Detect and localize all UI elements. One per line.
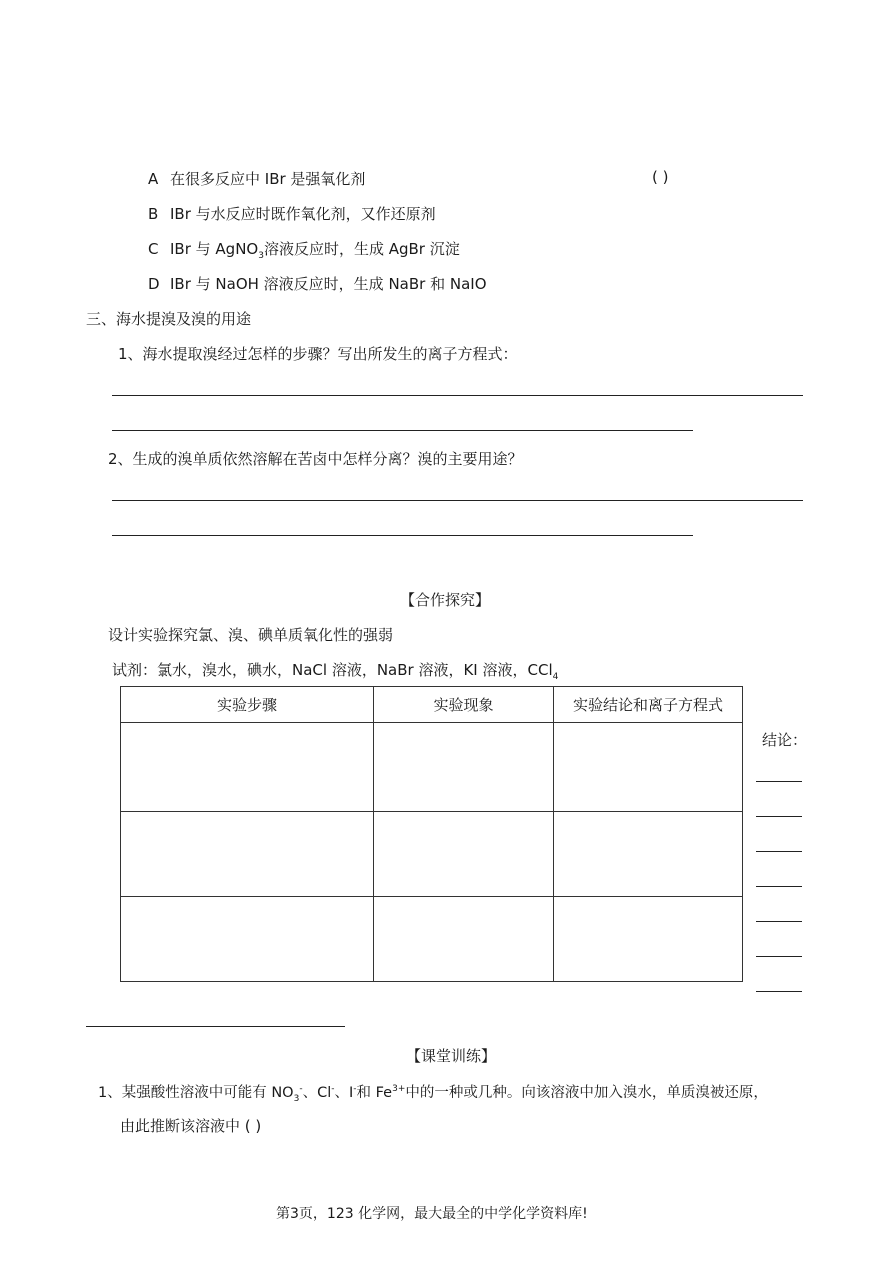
option-text-tail: 溶液反应时，生成 AgBr 沉淀 — [263, 240, 460, 258]
experiment-table — [120, 686, 743, 982]
section-heading: 三、海水提溴及溴的用途 — [86, 310, 252, 328]
table-cell[interactable] — [121, 723, 374, 812]
question-2: 2、生成的溴单质依然溶解在苦卤中怎样分离？溴的主要用途？ — [108, 450, 523, 468]
table-cell[interactable] — [554, 897, 743, 982]
option-letter: B — [148, 205, 159, 223]
conclusion-line — [756, 886, 802, 887]
q1-text: 、Cl — [302, 1085, 332, 1101]
table-cell[interactable] — [121, 812, 374, 897]
task-text: 设计实验探究氯、溴、碘单质氧化性的强弱 — [108, 626, 394, 644]
q1-text: 和 Fe — [356, 1085, 393, 1101]
table-cell[interactable] — [554, 723, 743, 812]
conclusion-line — [756, 851, 802, 852]
conclusion-line — [756, 991, 802, 992]
table-row — [121, 897, 743, 982]
answer-line — [112, 500, 803, 501]
header-phenomena: 实验现象 — [374, 687, 554, 723]
answer-bracket: ( ) — [652, 168, 669, 186]
option-letter: D — [148, 275, 160, 293]
superscript: - — [353, 1084, 357, 1095]
page-footer: 第3页，123 化学网，最大最全的中学化学资料库! — [276, 1206, 588, 1222]
subscript: 3 — [293, 1093, 300, 1104]
answer-line — [112, 430, 693, 431]
reagents-list: 试剂：氯水，溴水，碘水，NaCl 溶液，NaBr 溶液，KI 溶液，CCl — [112, 661, 553, 679]
table-cell[interactable] — [121, 897, 374, 982]
conclusion-line — [756, 781, 802, 782]
table-cell[interactable] — [374, 897, 554, 982]
reagents-text — [112, 659, 558, 682]
option-text: 在很多反应中 IBr 是强氧化剂 — [170, 170, 366, 188]
q1-text: 1、某强酸性溶液中可能有 NO — [98, 1085, 294, 1101]
table-row — [121, 812, 743, 897]
cooperative-heading: 【合作探究】 — [400, 591, 491, 609]
header-conclusion: 实验结论和离子方程式 — [554, 687, 743, 723]
table-cell[interactable] — [554, 812, 743, 897]
option-d — [148, 273, 487, 294]
header-steps: 实验步骤 — [121, 687, 374, 723]
option-text: IBr 与 AgNO — [170, 240, 259, 258]
conclusion-label: 结论： — [762, 731, 808, 749]
answer-line — [112, 395, 803, 396]
conclusion-line — [756, 921, 802, 922]
q1-text: 中的一种或几种。向该溶液中加入溴水，单质溴被还原， — [405, 1085, 768, 1101]
option-letter: C — [148, 240, 159, 258]
superscript: - — [299, 1084, 303, 1095]
answer-line — [112, 535, 693, 536]
superscript: 3+ — [392, 1084, 406, 1095]
separator-line — [86, 1026, 345, 1027]
option-letter: A — [148, 170, 159, 188]
question-1: 1、海水提取溴经过怎样的步骤？写出所发生的离子方程式： — [118, 345, 518, 363]
table-cell[interactable] — [374, 812, 554, 897]
training-question-1-line2: 由此推断该溶液中 ( ) — [120, 1117, 262, 1135]
training-question-1 — [98, 1081, 768, 1104]
subscript: 3 — [258, 251, 264, 261]
subscript: 4 — [552, 672, 559, 682]
conclusion-line — [756, 816, 802, 817]
q1-text: 、I — [334, 1085, 354, 1101]
option-b — [148, 203, 436, 224]
conclusion-line — [756, 956, 802, 957]
option-c — [148, 238, 460, 261]
table-cell[interactable] — [374, 723, 554, 812]
option-a — [148, 168, 365, 189]
table-row — [121, 723, 743, 812]
superscript: - — [331, 1084, 335, 1095]
option-text: IBr 与 NaOH 溶液反应时，生成 NaBr 和 NaIO — [170, 275, 487, 293]
option-text: IBr 与水反应时既作氧化剂，又作还原剂 — [170, 205, 436, 223]
training-heading: 【课堂训练】 — [406, 1047, 497, 1065]
